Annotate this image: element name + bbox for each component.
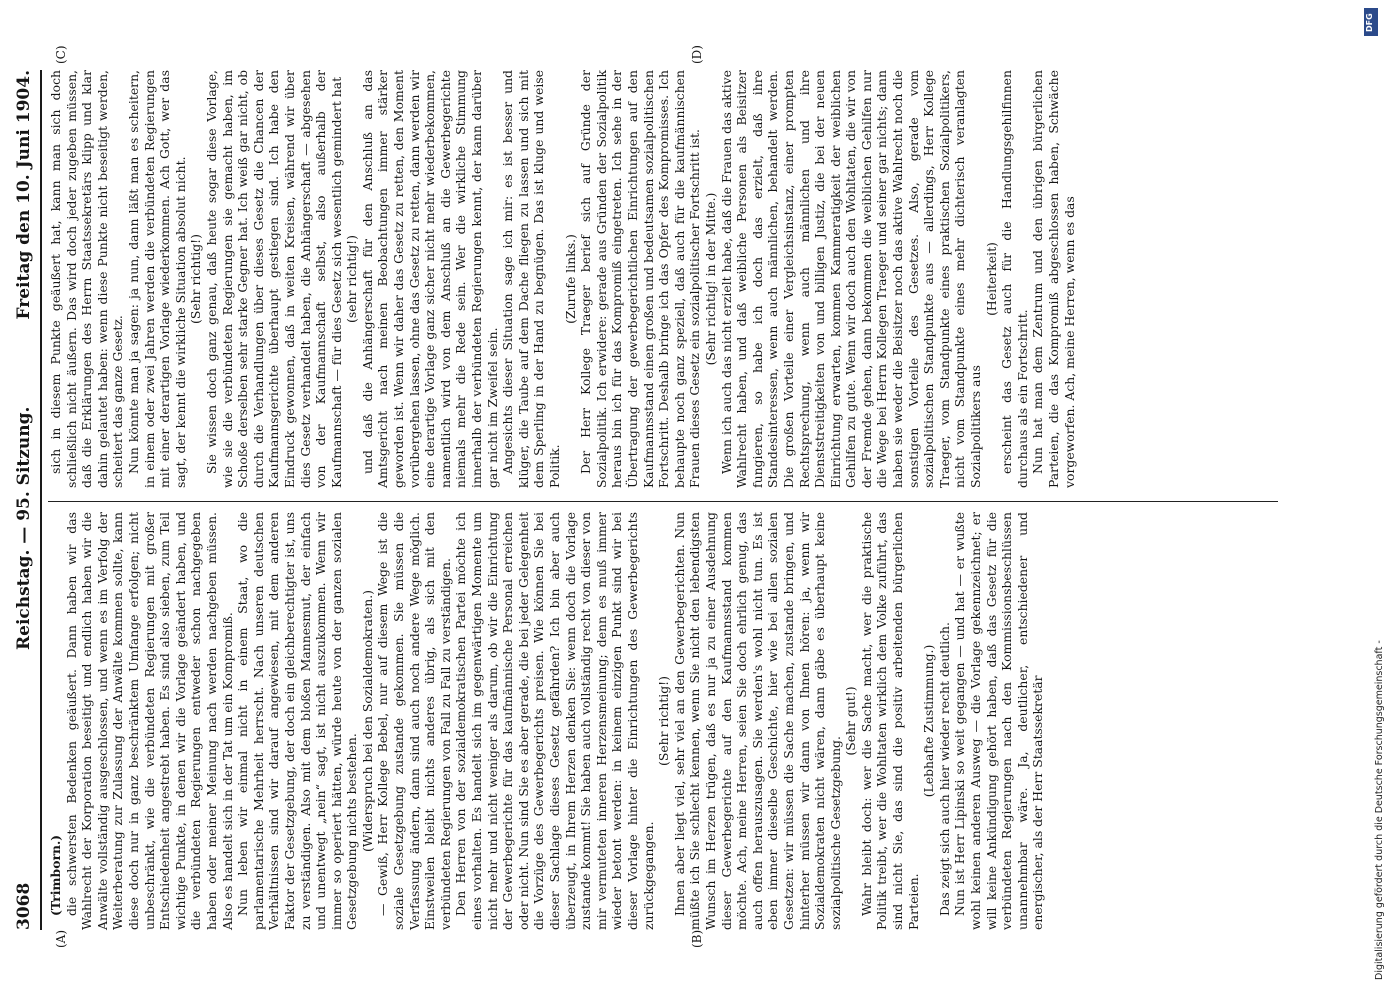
interjection: (Sehr richtig! in der Mitte.) — [702, 192, 718, 366]
dfg-logo: DFG — [1364, 8, 1378, 36]
margin-marker-c: (C) — [54, 45, 68, 64]
interjection: (Lebhafte Zustimmung.) — [921, 644, 937, 798]
interjection: (Widerspruch bei den Sozialdemokraten.) — [359, 589, 375, 853]
page-number: 3068 — [14, 882, 34, 930]
paragraph: Der Herr Kollege Traeger berief sich auf Gründe der Sozialpolitik. Ich erwidere: gerade aus Gründen der Sozialpolitik heraus bin ich für das Kompromiß eingetreten. Ich sehe in der Übertragung der gewerbegerichtlichen Einrichtungen auf den Kaufmannsstand einen großen und bedeutsamen sozialpolitischen Fortschritt. Deshalb bringe ich das Opfer des Kompromisses. Ich behaupte noch ganz speziell, daß auch für die kaufmännischen Frauen dieses Gesetz ein sozialpolitischer Fortschritt ist. — [578, 70, 703, 488]
interjection: (Sehr gut!) — [843, 686, 859, 756]
paragraph: Ihnen aber liegt viel, sehr viel an den Gewerbegerichten. Nun müßte ich Sie schlecht kennen, wenn Sie nicht den lebendigsten Wunsch im Herzen trügen, daß es nur ja zu einer Ausdehnung dieser Gewerbegerichte auf den Kaufmannsstand kommen möchte. Ach, meine Herren, seien Sie doch ehrlich genug, das auch offen herauszusagen. Sie werden's wohl nicht tun. Es ist eben immer dieselbe Geschichte, hier wie bei allen sozialen Gesetzen: wir müssen die Sache machen, zustande bringen, und hinterher müssen wir dann von Ihnen hören: ja, wenn wir Sozialdemokraten nicht wären, dann gäbe es überhaupt keine sozialpolitische Gesetzgebung. — [671, 512, 843, 930]
speaker-name: (Trimborn.) — [48, 834, 63, 916]
paragraph: Sie wissen doch ganz genau, daß heute sogar diese Vorlage, wie sie die verbündeten Regierungen sie gemacht haben, im Schoße derselben sehr starke Gegner hat. Ich weiß gar nicht, ob durch die Verhandlungen über dieses Gesetz die Chancen der Kaufmannsgerichte überhaupt gestiegen sind. Ich habe den Eindruck gewonnen, daß in weiten Kreisen, während wir über dies Gesetz verhandelt haben, die Anhängerschaft — abgesehen von der Kaufmannschaft selbst, also außerhalb der Kaufmannschaft — für dies Gesetz sich wesentlich gemindert hat — [203, 70, 344, 488]
margin-marker-b: (B) — [690, 929, 704, 948]
session-title: Reichstag. — 95. Sitzung. — [14, 406, 34, 650]
margin-marker-d: (D) — [690, 45, 704, 64]
paragraph: Das zeigt sich auch hier wieder recht deutlich. — [936, 622, 952, 916]
paragraph: — Gewiß, Herr Kollege Bebel, nur auf diesem Wege ist die soziale Gesetzgebung zustande gekommen. Sie müssen die Verfassung ändern, dann sind auch noch andere Wege möglich. Einstweilen bleibt nichts anderes übrig, als sich mit den verbündeten Regierungen von Fall zu Fall zu verständigen. — [375, 512, 453, 930]
interjection: (Sehr richtig!) — [188, 234, 204, 324]
paragraph: und daß die Anhängerschaft für den Anschluß an das Amtsgericht nach meinen Beobachtungen immer stärker geworden ist. Wenn wir daher das Gesetz zu retten, den Moment vorübergehen lassen, ohne das Gesetz zu retten, dann werden wir eine derartige Vorlage ganz sicher nicht mehr wiederbekommen, namentlich wird von dem Anschluß an die Gewerbegerichte niemals mehr die Rede sein. Wer die wirkliche Stimmung innerhalb der verbündeten Regierungen kennt, der kann darüber gar nicht im Zweifel sein. — [359, 70, 500, 488]
interjection: (Zurufe links.) — [562, 234, 578, 324]
left-column — [48, 512, 1278, 930]
paragraph: erscheint das Gesetz auch für die Handlungsgehilfinnen durchaus als ein Fortschritt. — [999, 70, 1030, 488]
interjection: (Heiterkeit) — [983, 242, 999, 316]
header-rule — [40, 70, 42, 930]
interjection: (Sehr richtig!) — [656, 676, 672, 766]
paragraph: die schwersten Bedenken geäußert. Dann haben wir das Wahlrecht der Korporation beseitigt und endlich haben wir die Anwälte vollständig ausgeschlossen, und wenn es im Verfolg der Weiterberatung zur Zulassung der Anwälte kommen sollte, kann diese doch nur in ganz beschränktem Umfange erfolgen; nicht unbeschränkt, wie die verbündeten Regierungen mit großer Entschiedenheit angestrebt haben. Es sind also sieben, zum Teil wichtige Punkte, in denen wir die Vorlage geändert haben, und die verbündeten Regierungen entweder schon nachgegeben haben oder meiner Meinung nach werden nachgeben müssen. Also es handelt sich in der Tat um ein Kompromiß. — [63, 512, 235, 930]
paragraph: Nun leben wir einmal nicht in einem Staat, wo die parlamentarische Mehrheit herrscht. Nach unseren deutschen Verhältnissen sind wir darauf angewiesen, mit dem anderen Faktor der Gesetzgebung, der doch ein gleichberechtigter ist, uns zu verständigen. Also mit dem bloßen Mannesmut, der einfach und unentwegt „nein“ sagt, ist nicht auszukommen. Wenn wir immer so operiert hätten, würde heute von der ganzen sozialen Gesetzgebung nichts bestehen. — [235, 512, 360, 930]
margin-marker-a: (A) — [54, 929, 68, 948]
paragraph: Wenn ich auch das nicht erzielt habe, daß die Frauen das aktive Wahlrecht haben, und daß weibliche Personen als Beisitzer fungieren, so habe ich doch das erzielt, daß ihre Standesinteressen, wenn auch männlichen, behandelt werden. Die großen Vorteile einer Vergleichsinstanz, einer prompten Rechtsprechung, wenn auch männlichen und ihre Dienststreitigkeiten von und billigen Justiz, die bei der neuen Einrichtung erwarten, kommen Kammeratigkeit der weiblichen Gehilfen zu gute. Wenn wir doch auch den Wohltaten, die wir von der Fremde gehen, dann bekommen die weiblichen Gehilfen nur die Wege bei Herrn Kollegen Traeger und seiner gar nichts; dann haben sie weder die Beisitzer noch das aktive Wahlrecht noch die sonstigen Vorteile des Gesetzes. Also, gerade vom sozialpolitischen Standpunkte aus — allerdings, Herr Kollege Traeger, vom Standpunkte eines praktischen Sozialpolitikers, nicht vom Standpunkte eines mehr dichterisch veranlagten Sozialpolitikers aus — [718, 70, 984, 488]
digitization-credit: Digitalisierung gefördert durch die Deutsche Forschungsgemeinschaft - — [1374, 640, 1385, 980]
paragraph: sich in diesem Punkte geäußert hat, kann man sich doch schließlich nicht äußern. Das wird doch jeder zugeben müssen, daß die Erklärungen des Herrn Staatssekretärs klipp und klar dahin gelautet haben: wenn diese Punkte nicht beseitigt werden, scheitert das ganze Gesetz. — [48, 70, 126, 488]
paragraph: Nun ist Herr Lipinski so weit gegangen — und hat — er wußte wohl keinen anderen Ausweg — die Vorlage gekennzeichnet; er will keine Ankündigung gehört haben, daß das Gesetz für die verbündeten Regierungen nach den Kommissionsbeschlüssen unannehmbar wäre. Ja, deutlicher, entschiedener und energischer, als der Herr Staatssekretär — [952, 512, 1046, 930]
paragraph: Den Herren von der sozialdemokratischen Partei möchte ich eines vorhalten. Es handelt sich im gegenwärtigen Momente um nicht mehr und nicht weniger als darum, ob wir die Einrichtung der Gewerbegerichte für das kaufmännische Personal erreichen oder nicht. Nun sind Sie es aber gerade, die bei jeder Gelegenheit die Vorzüge des Gewerbegerichts preisen. Wie können Sie bei dieser Sachlage dieses Gesetz gefährden? Ich bin aber auch überzeugt, in Ihrem Herzen denken Sie: wenn doch die Vorlage zustande kommt! Sie haben auch vollständig recht von dieser von mir vermuteten inneren Herzensmeinung; denn es muß immer wieder betont werden: in keinem einzigen Punkt sind wir bei dieser Vorlage hinter die Einrichtungen des Gewerbegerichts zurückgegangen. — [453, 512, 656, 930]
paragraph: Wahr bleibt doch: wer die Sache macht, wer die praktische Politik treibt, wer die Wohltaten wirklich dem Volke zuführt, das sind nicht Sie, das sind die positiv arbeitenden bürgerlichen Parteien. — [858, 512, 921, 930]
session-date: Freitag den 10. Juni 1904. — [14, 70, 34, 320]
column-divider — [48, 501, 1278, 502]
page-header — [14, 70, 40, 930]
right-column — [48, 70, 1278, 488]
paragraph: Nun könnte man ja sagen: ja nun, dann läßt man es scheitern, in einem oder zwei Jahren werden die verbündeten Regierungen mit einer derartigen Vorlage wiederkommen. Ach Gott, wer das sagt, der kennt die wirkliche Situation absolut nicht. — [125, 70, 188, 488]
interjection: (sehr richtig!) — [344, 235, 360, 323]
paragraph: Angesichts dieser Situation sage ich mir: es ist besser und klüger, die Taube auf dem Dache fliegen zu lassen und sich mit dem Sperling in der Hand zu begnügen. Das ist kluge und weise Politik. — [500, 70, 562, 488]
paragraph: Nun hat man dem Zentrum und den übrigen bürgerlichen Parteien, die das Kompromiß abgeschlossen haben, Schwäche vorgeworfen. Ach, meine Herren, wenn es das — [1030, 70, 1077, 488]
